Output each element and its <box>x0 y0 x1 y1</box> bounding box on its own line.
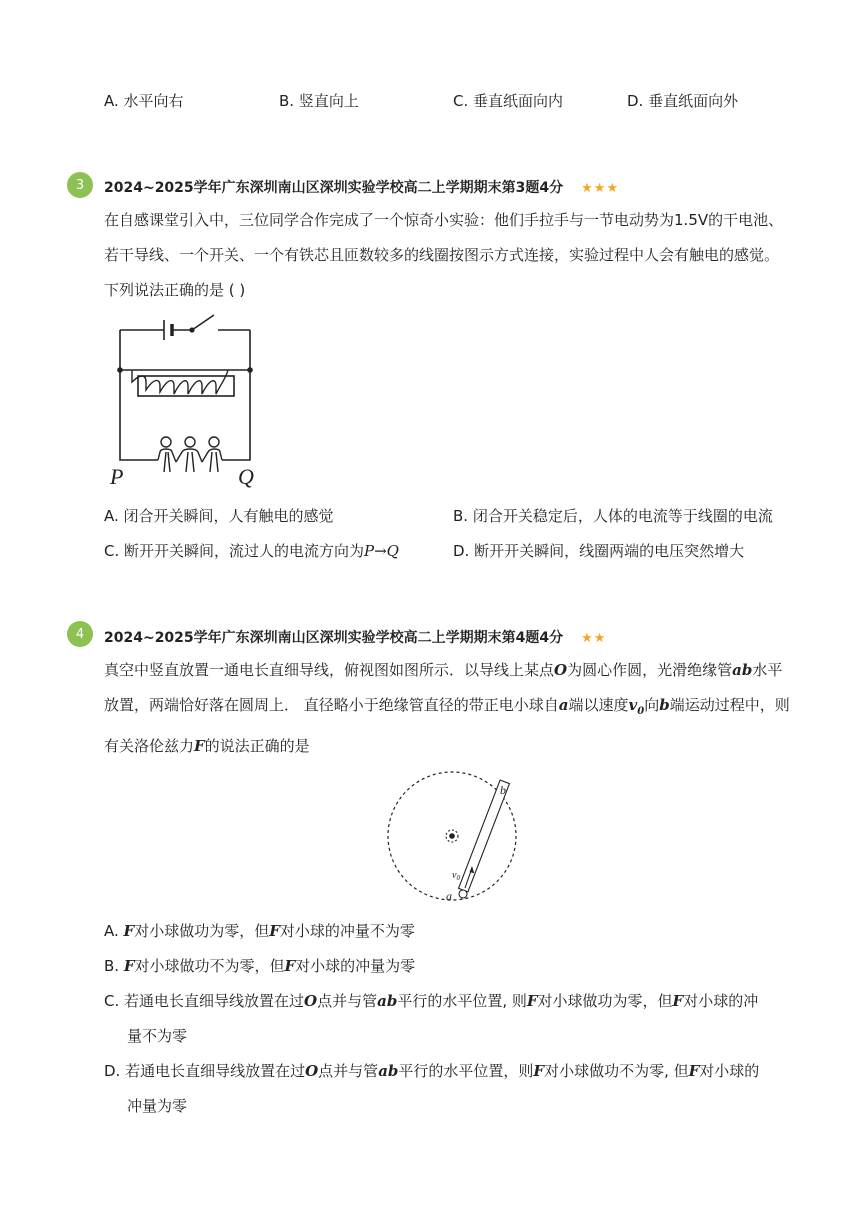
tube-circle-diagram <box>384 768 522 904</box>
question-number-badge: 3 <box>67 172 93 198</box>
difficulty-stars: ★★ <box>581 631 607 646</box>
q4-option-c-line2: 量不为零 <box>127 1027 188 1045</box>
charged-ball <box>459 890 467 898</box>
people-figures <box>158 437 222 472</box>
q3-option-d[interactable]: D. 断开开关瞬间，线圈两端的电压突然增大 <box>453 542 745 560</box>
stem-line: 真空中竖直放置一通电长直细导线，俯视图如图所示．以导线上某点O为圆心作圆，光滑绝缘管ab水平 <box>104 661 783 679</box>
circuit-wire <box>120 330 158 460</box>
q4-option-d[interactable]: D. 若通电长直细导线放置在过O点并与管ab平行的水平位置，则F对小球做功不为零, 但F对小球的 <box>104 1062 760 1080</box>
q2-option-c[interactable]: C. 垂直纸面向内 <box>453 92 564 110</box>
switch-blade <box>192 315 214 330</box>
stem-line: 有关洛伦兹力F的说法正确的是 <box>104 737 310 755</box>
question-source: 2024~2025学年广东深圳南山区深圳实验学校高二上学期期末第3题4分 <box>104 180 564 196</box>
q3-option-b[interactable]: B. 闭合开关稳定后，人体的电流等于线圈的电流 <box>453 507 773 525</box>
circuit-wire <box>222 330 250 460</box>
question-source-header <box>104 627 606 647</box>
wire-dot <box>449 833 455 839</box>
label-q: Q <box>238 464 254 489</box>
label-b: b <box>500 783 506 797</box>
stem-line: 下列说法正确的是 ( ) <box>104 281 246 299</box>
q2-option-d[interactable]: D. 垂直纸面向外 <box>627 92 739 110</box>
q4-option-b[interactable]: B. F对小球做功不为零，但F对小球的冲量为零 <box>104 957 416 975</box>
q4-option-c[interactable]: C. 若通电长直细导线放置在过O点并与管ab平行的水平位置, 则F对小球做功为零，但F对小球的冲 <box>104 992 759 1010</box>
option-text: C. 断开开关瞬间，流过人的电流方向为 <box>104 542 365 560</box>
q2-option-b[interactable]: B. 竖直向上 <box>279 92 359 110</box>
math-text: P→Q <box>364 542 399 560</box>
difficulty-stars: ★★★ <box>581 181 620 196</box>
stem-line: 放置，两端恰好落在圆周上． 直径略小于绝缘管直径的带正电小球自a端以速度$v_0$向b端运动过程中，则 <box>104 696 790 717</box>
q2-option-a[interactable]: A. 水平向右 <box>104 92 184 110</box>
circuit-diagram <box>106 312 276 492</box>
question-source-header <box>104 177 619 197</box>
label-p: P <box>110 464 124 489</box>
q4-option-d-line2: 冲量为零 <box>127 1097 188 1115</box>
label-a: a <box>446 889 452 903</box>
question-number-badge: 4 <box>67 621 93 647</box>
question-stem <box>104 653 790 764</box>
q3-option-a[interactable]: A. 闭合开关瞬间，人有触电的感觉 <box>104 507 334 525</box>
label-v0: $v_0$ <box>452 870 460 882</box>
question-stem <box>104 203 783 308</box>
stem-line: 若干导线、一个开关、一个有铁芯且匝数较多的线圈按图示方式连接，实验过程中人会有触电的感觉。 <box>104 246 780 264</box>
stem-line: 在自感课堂引入中，三位同学合作完成了一个惊奇小实验：他们手拉手与一节电动势为1.5V的干电池、 <box>104 211 784 229</box>
question-source: 2024~2025学年广东深圳南山区深圳实验学校高二上学期期末第4题4分 <box>104 630 564 646</box>
q3-option-c[interactable] <box>104 540 399 561</box>
q4-option-a[interactable]: A. F对小球做功为零，但F对小球的冲量不为零 <box>104 922 415 940</box>
coil-winding <box>132 370 228 394</box>
